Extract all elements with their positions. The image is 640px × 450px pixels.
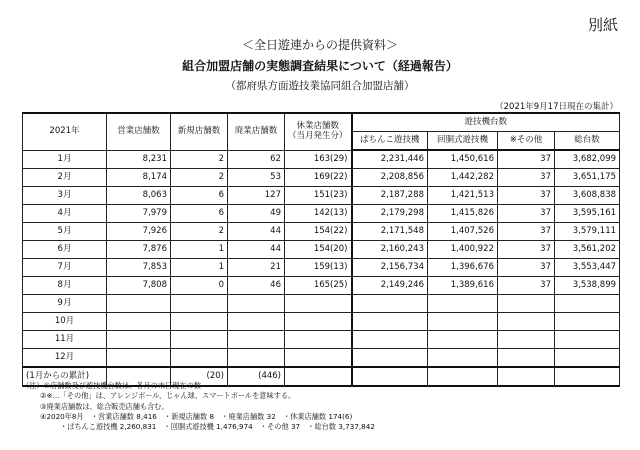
cell-month: 5月 bbox=[23, 223, 107, 241]
cell-slot: 1,400,922 bbox=[428, 241, 498, 259]
cell-suspended: 151(23) bbox=[285, 187, 352, 205]
cell-total bbox=[555, 313, 620, 331]
cell-pachinko bbox=[352, 349, 428, 368]
header-machines-group: 遊技機台数 bbox=[352, 113, 620, 132]
cell-month: 12月 bbox=[23, 349, 107, 368]
cell-closed bbox=[228, 295, 285, 313]
cell-operating bbox=[107, 349, 171, 368]
cell-total bbox=[555, 331, 620, 349]
cell-closed: 46 bbox=[228, 277, 285, 295]
cell-total bbox=[555, 349, 620, 368]
cell-month: 6月 bbox=[23, 241, 107, 259]
cell-pachinko: 2,179,298 bbox=[352, 205, 428, 223]
header-year: 2021年 bbox=[23, 113, 107, 150]
cell-other: 37 bbox=[498, 277, 555, 295]
cell-new: 2 bbox=[171, 150, 228, 169]
cell-operating: 8,063 bbox=[107, 187, 171, 205]
cell-closed: 44 bbox=[228, 223, 285, 241]
cell-other bbox=[498, 331, 555, 349]
cell-new: 1 bbox=[171, 241, 228, 259]
table-row bbox=[23, 295, 620, 313]
cell-pachinko: 2,149,246 bbox=[352, 277, 428, 295]
cell-slot: 1,396,676 bbox=[428, 259, 498, 277]
note-line: ②※…「その他」は、アレンジボール、じゃん球、スマートボールを意味する。 bbox=[40, 391, 296, 401]
cell-new: 1 bbox=[171, 259, 228, 277]
cell-new: 2 bbox=[171, 169, 228, 187]
cell-suspended: 154(22) bbox=[285, 223, 352, 241]
cell-slot bbox=[428, 331, 498, 349]
cell-suspended bbox=[285, 349, 352, 368]
cell-new: 6 bbox=[171, 205, 228, 223]
cell-closed: 62 bbox=[228, 150, 285, 169]
note-line: （注）①店舗数及び遊技機台数は、各月の末日現在の数 bbox=[22, 381, 201, 390]
cell-other: 37 bbox=[498, 150, 555, 169]
header-other: ※その他 bbox=[498, 132, 555, 151]
cell-total: 3,682,099 bbox=[555, 150, 620, 169]
header-total: 総台数 bbox=[555, 132, 620, 151]
header-pachinko: ぱちんこ遊技機 bbox=[352, 132, 428, 151]
cell-other: 37 bbox=[498, 259, 555, 277]
cell-pachinko: 2,231,446 bbox=[352, 150, 428, 169]
table-row bbox=[23, 169, 620, 187]
cell-slot bbox=[428, 349, 498, 368]
cell-new: 2 bbox=[171, 223, 228, 241]
table-row bbox=[23, 277, 620, 295]
table-row bbox=[23, 187, 620, 205]
notes bbox=[22, 381, 375, 432]
cell-other: 37 bbox=[498, 223, 555, 241]
cell-total bbox=[555, 295, 620, 313]
cell-suspended: 159(13) bbox=[285, 259, 352, 277]
note-line: ④2020年8月 ・営業店舗数 8,416 ・新規店舗数 8 ・廃業店舗数 32 ・休業店舗数 174(6) bbox=[40, 411, 353, 421]
cell-pachinko bbox=[352, 295, 428, 313]
cell-suspended bbox=[285, 295, 352, 313]
cumulative-new: (20) bbox=[171, 367, 228, 386]
cell-operating: 7,876 bbox=[107, 241, 171, 259]
cell-operating bbox=[107, 331, 171, 349]
cell-operating: 7,808 bbox=[107, 277, 171, 295]
header-slot: 回胴式遊技機 bbox=[428, 132, 498, 151]
cell-pachinko: 2,208,856 bbox=[352, 169, 428, 187]
survey-results-table bbox=[22, 112, 620, 387]
cell-closed bbox=[228, 331, 285, 349]
cell-suspended: 163(29) bbox=[285, 150, 352, 169]
cell-pachinko bbox=[352, 313, 428, 331]
table-row bbox=[23, 150, 620, 169]
cell-slot: 1,442,282 bbox=[428, 169, 498, 187]
cell-slot: 1,450,616 bbox=[428, 150, 498, 169]
table-body bbox=[23, 150, 620, 386]
cell-month: 2月 bbox=[23, 169, 107, 187]
cell-month: 1月 bbox=[23, 150, 107, 169]
cell-other bbox=[498, 295, 555, 313]
cell-month: 11月 bbox=[23, 331, 107, 349]
cell-pachinko: 2,160,243 bbox=[352, 241, 428, 259]
cell-total: 3,595,161 bbox=[555, 205, 620, 223]
cell-month: 10月 bbox=[23, 313, 107, 331]
cell-operating: 7,926 bbox=[107, 223, 171, 241]
cell-slot bbox=[428, 313, 498, 331]
as-of-date: （2021年9月17日現在の集計） bbox=[495, 102, 618, 112]
cell-closed: 21 bbox=[228, 259, 285, 277]
cumulative-other bbox=[498, 367, 555, 386]
cell-operating bbox=[107, 313, 171, 331]
header-suspended-line1: 休業店舗数 bbox=[296, 121, 339, 132]
cell-other: 37 bbox=[498, 187, 555, 205]
cell-new bbox=[171, 331, 228, 349]
cell-closed: 44 bbox=[228, 241, 285, 259]
cell-closed: 127 bbox=[228, 187, 285, 205]
cell-month: 9月 bbox=[23, 295, 107, 313]
note-line: ・ぱちんこ遊技機 2,260,831 ・回胴式遊技機 1,476,974 ・その他 37 ・総台数 3,737,842 bbox=[60, 422, 375, 432]
cell-total: 3,553,447 bbox=[555, 259, 620, 277]
source-heading: ＜全日遊連からの提供資料＞ bbox=[241, 38, 398, 52]
table-row bbox=[23, 259, 620, 277]
note-line: ③廃業店舗数は、総合販売店舗も含む。 bbox=[40, 401, 169, 411]
table-row bbox=[23, 241, 620, 259]
cell-pachinko: 2,171,548 bbox=[352, 223, 428, 241]
cell-suspended bbox=[285, 331, 352, 349]
header-suspended-line2: （当月発生分） bbox=[288, 130, 348, 141]
cell-other bbox=[498, 349, 555, 368]
cell-operating: 8,174 bbox=[107, 169, 171, 187]
cumulative-label: (1月からの累計) bbox=[23, 367, 107, 386]
cell-month: 4月 bbox=[23, 205, 107, 223]
table-row bbox=[23, 205, 620, 223]
cell-suspended: 165(25) bbox=[285, 277, 352, 295]
header-closed: 廃業店舗数 bbox=[228, 113, 285, 150]
cell-operating: 7,979 bbox=[107, 205, 171, 223]
cell-closed bbox=[228, 313, 285, 331]
document-title: 組合加盟店舗の実態調査結果について（経過報告） bbox=[182, 59, 458, 73]
table-row bbox=[23, 223, 620, 241]
cell-new bbox=[171, 313, 228, 331]
cell-other: 37 bbox=[498, 241, 555, 259]
header-suspended bbox=[285, 113, 352, 150]
cell-operating: 7,853 bbox=[107, 259, 171, 277]
cell-suspended: 142(13) bbox=[285, 205, 352, 223]
cell-suspended: 154(20) bbox=[285, 241, 352, 259]
table-header bbox=[23, 113, 620, 150]
cell-other: 37 bbox=[498, 205, 555, 223]
cumulative-total bbox=[555, 367, 620, 386]
cumulative-slot bbox=[428, 367, 498, 386]
cell-slot: 1,389,616 bbox=[428, 277, 498, 295]
cell-total: 3,608,838 bbox=[555, 187, 620, 205]
cell-slot bbox=[428, 295, 498, 313]
table-row bbox=[23, 331, 620, 349]
document-subtitle: （都府県方面遊技業協同組合加盟店舗） bbox=[225, 80, 415, 92]
cell-month: 8月 bbox=[23, 277, 107, 295]
cell-other bbox=[498, 313, 555, 331]
cell-pachinko: 2,187,288 bbox=[352, 187, 428, 205]
cell-total: 3,561,202 bbox=[555, 241, 620, 259]
cell-total: 3,651,175 bbox=[555, 169, 620, 187]
cell-other: 37 bbox=[498, 169, 555, 187]
cell-pachinko: 2,156,734 bbox=[352, 259, 428, 277]
cell-new bbox=[171, 295, 228, 313]
cell-suspended bbox=[285, 313, 352, 331]
cell-new: 0 bbox=[171, 277, 228, 295]
annex-label: 別紙 bbox=[587, 16, 618, 34]
cell-closed: 53 bbox=[228, 169, 285, 187]
cell-operating bbox=[107, 295, 171, 313]
cell-closed: 49 bbox=[228, 205, 285, 223]
table-row bbox=[23, 313, 620, 331]
cell-slot: 1,415,826 bbox=[428, 205, 498, 223]
cell-total: 3,538,899 bbox=[555, 277, 620, 295]
cell-month: 7月 bbox=[23, 259, 107, 277]
cell-slot: 1,421,513 bbox=[428, 187, 498, 205]
cell-new: 6 bbox=[171, 187, 228, 205]
cell-total: 3,579,111 bbox=[555, 223, 620, 241]
cell-new bbox=[171, 349, 228, 368]
cell-suspended: 169(22) bbox=[285, 169, 352, 187]
header-operating: 営業店舗数 bbox=[107, 113, 171, 150]
cell-month: 3月 bbox=[23, 187, 107, 205]
cell-closed bbox=[228, 349, 285, 368]
cumulative-closed: (446) bbox=[228, 367, 285, 386]
table-row bbox=[23, 349, 620, 368]
cell-operating: 8,231 bbox=[107, 150, 171, 169]
cell-pachinko bbox=[352, 331, 428, 349]
cell-slot: 1,407,526 bbox=[428, 223, 498, 241]
header-new: 新規店舗数 bbox=[171, 113, 228, 150]
